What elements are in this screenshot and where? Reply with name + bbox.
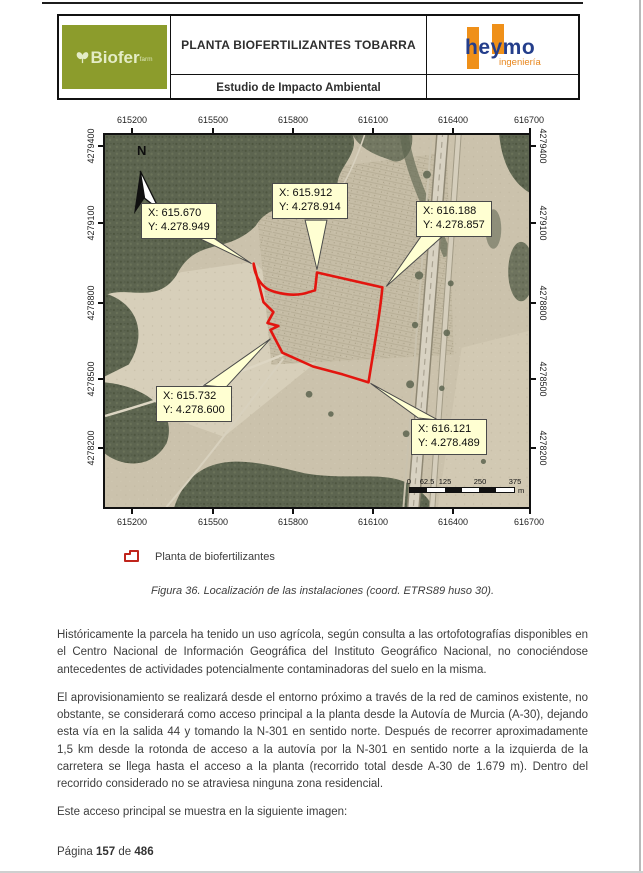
paragraph: Este acceso principal se muestra en la siguiente imagen: (57, 806, 348, 819)
scale-unit: m (518, 486, 525, 495)
document-title: PLANTA BIOFERTILIZANTES TOBARRA (181, 38, 416, 52)
x-axis-label: 615800 (277, 517, 309, 527)
x-axis-label: 615200 (116, 517, 148, 527)
coordinate-callout: X: 616.188 Y: 4.278.857 (416, 201, 492, 237)
x-axis-label: 616400 (437, 517, 469, 527)
y-axis-label: 4279100 (538, 205, 548, 241)
x-axis-label: 615800 (277, 115, 309, 125)
y-axis-label: 4278200 (86, 430, 96, 466)
y-axis-label: 4279400 (538, 128, 548, 164)
y-axis-label: 4278800 (86, 285, 96, 321)
y-axis-label: 4279400 (86, 128, 96, 164)
y-axis-label: 4278500 (538, 361, 548, 397)
biofer-logo (62, 25, 167, 89)
page-right-edge (639, 0, 641, 873)
x-axis-label: 616100 (357, 517, 389, 527)
x-axis-label: 615500 (197, 517, 229, 527)
map-legend (122, 549, 275, 564)
total-pages: 486 (134, 846, 154, 858)
biofer-logo-cell (59, 16, 171, 98)
heymo-logo (465, 24, 555, 70)
north-label: N (137, 143, 147, 158)
coordinate-callout: X: 615.732 Y: 4.278.600 (156, 386, 232, 422)
leaf-icon (76, 51, 89, 64)
x-axis-label: 615500 (197, 115, 229, 125)
document-subtitle: Estudio de Impacto Ambiental (216, 81, 381, 94)
y-axis-label: 4278800 (538, 285, 548, 321)
scale-bar: 0 62.5 125 250 375 m (406, 477, 525, 495)
x-axis-label: 616400 (437, 115, 469, 125)
figure-caption: Figura 36. Localización de las instalaciones (coord. ETRS89 huso 30). (150, 585, 495, 597)
x-axis-label: 616700 (513, 517, 545, 527)
biofer-logo-text: Biofer (90, 47, 140, 67)
x-axis-label: 615200 (116, 115, 148, 125)
page-number: Página 157 de 486 (57, 846, 154, 858)
current-page: 157 (96, 846, 116, 858)
location-map (86, 115, 548, 527)
y-axis-label: 4278500 (86, 361, 96, 397)
coordinate-callout: X: 615.670 Y: 4.278.949 (141, 203, 217, 239)
legend-label: Planta de biofertilizantes (155, 550, 275, 563)
y-axis-label: 4279100 (86, 205, 96, 241)
biofer-logo-suffix: farm (139, 56, 153, 63)
heymo-logo-cell (427, 16, 578, 98)
page-top-edge (42, 2, 583, 4)
heymo-logo-subtext: ingeniería (499, 57, 541, 68)
coordinate-callout: X: 616.121 Y: 4.278.489 (411, 419, 487, 455)
body-text (57, 627, 588, 833)
x-axis-label: 616700 (513, 115, 545, 125)
coordinate-callout: X: 615.912 Y: 4.278.914 (272, 183, 348, 219)
heymo-logo-text: heymo (465, 36, 536, 59)
x-axis-label: 616100 (357, 115, 389, 125)
paragraph: El aprovisionamiento se realizará desde el entorno próximo a través de la red de caminos existente, no obstante, se considerará como acceso principal a la planta desde la Autovía de Murcia (A-30), dejando esta vía en la salida 44 y tomando la N-301 en sentido norte. Después de recorrer aproximadamente 1,5 km desde la rotonda de acceso a la autovía por la N-301 en sentido norte a la izquierda de la carretera se llega hasta el acceso a la planta (recorrido total desde A-30 de 1.679 m). Dentro del recorrido considerado no se atraviesa ninguna zona residencial. (57, 691, 588, 790)
parcel-legend-icon (122, 549, 141, 564)
header-title-cell (171, 16, 427, 98)
y-axis-label: 4278200 (538, 430, 548, 466)
paragraph: Históricamente la parcela ha tenido un uso agrícola, según consulta a las ortofotografías disponibles en el Centro Nacional de Información Geográfica del Instituto Geográfico Nacional, no conociéndose antecedentes de actividades potencialmente contaminadoras del suelo en la misma. (57, 629, 588, 676)
document-header-table (57, 14, 580, 100)
